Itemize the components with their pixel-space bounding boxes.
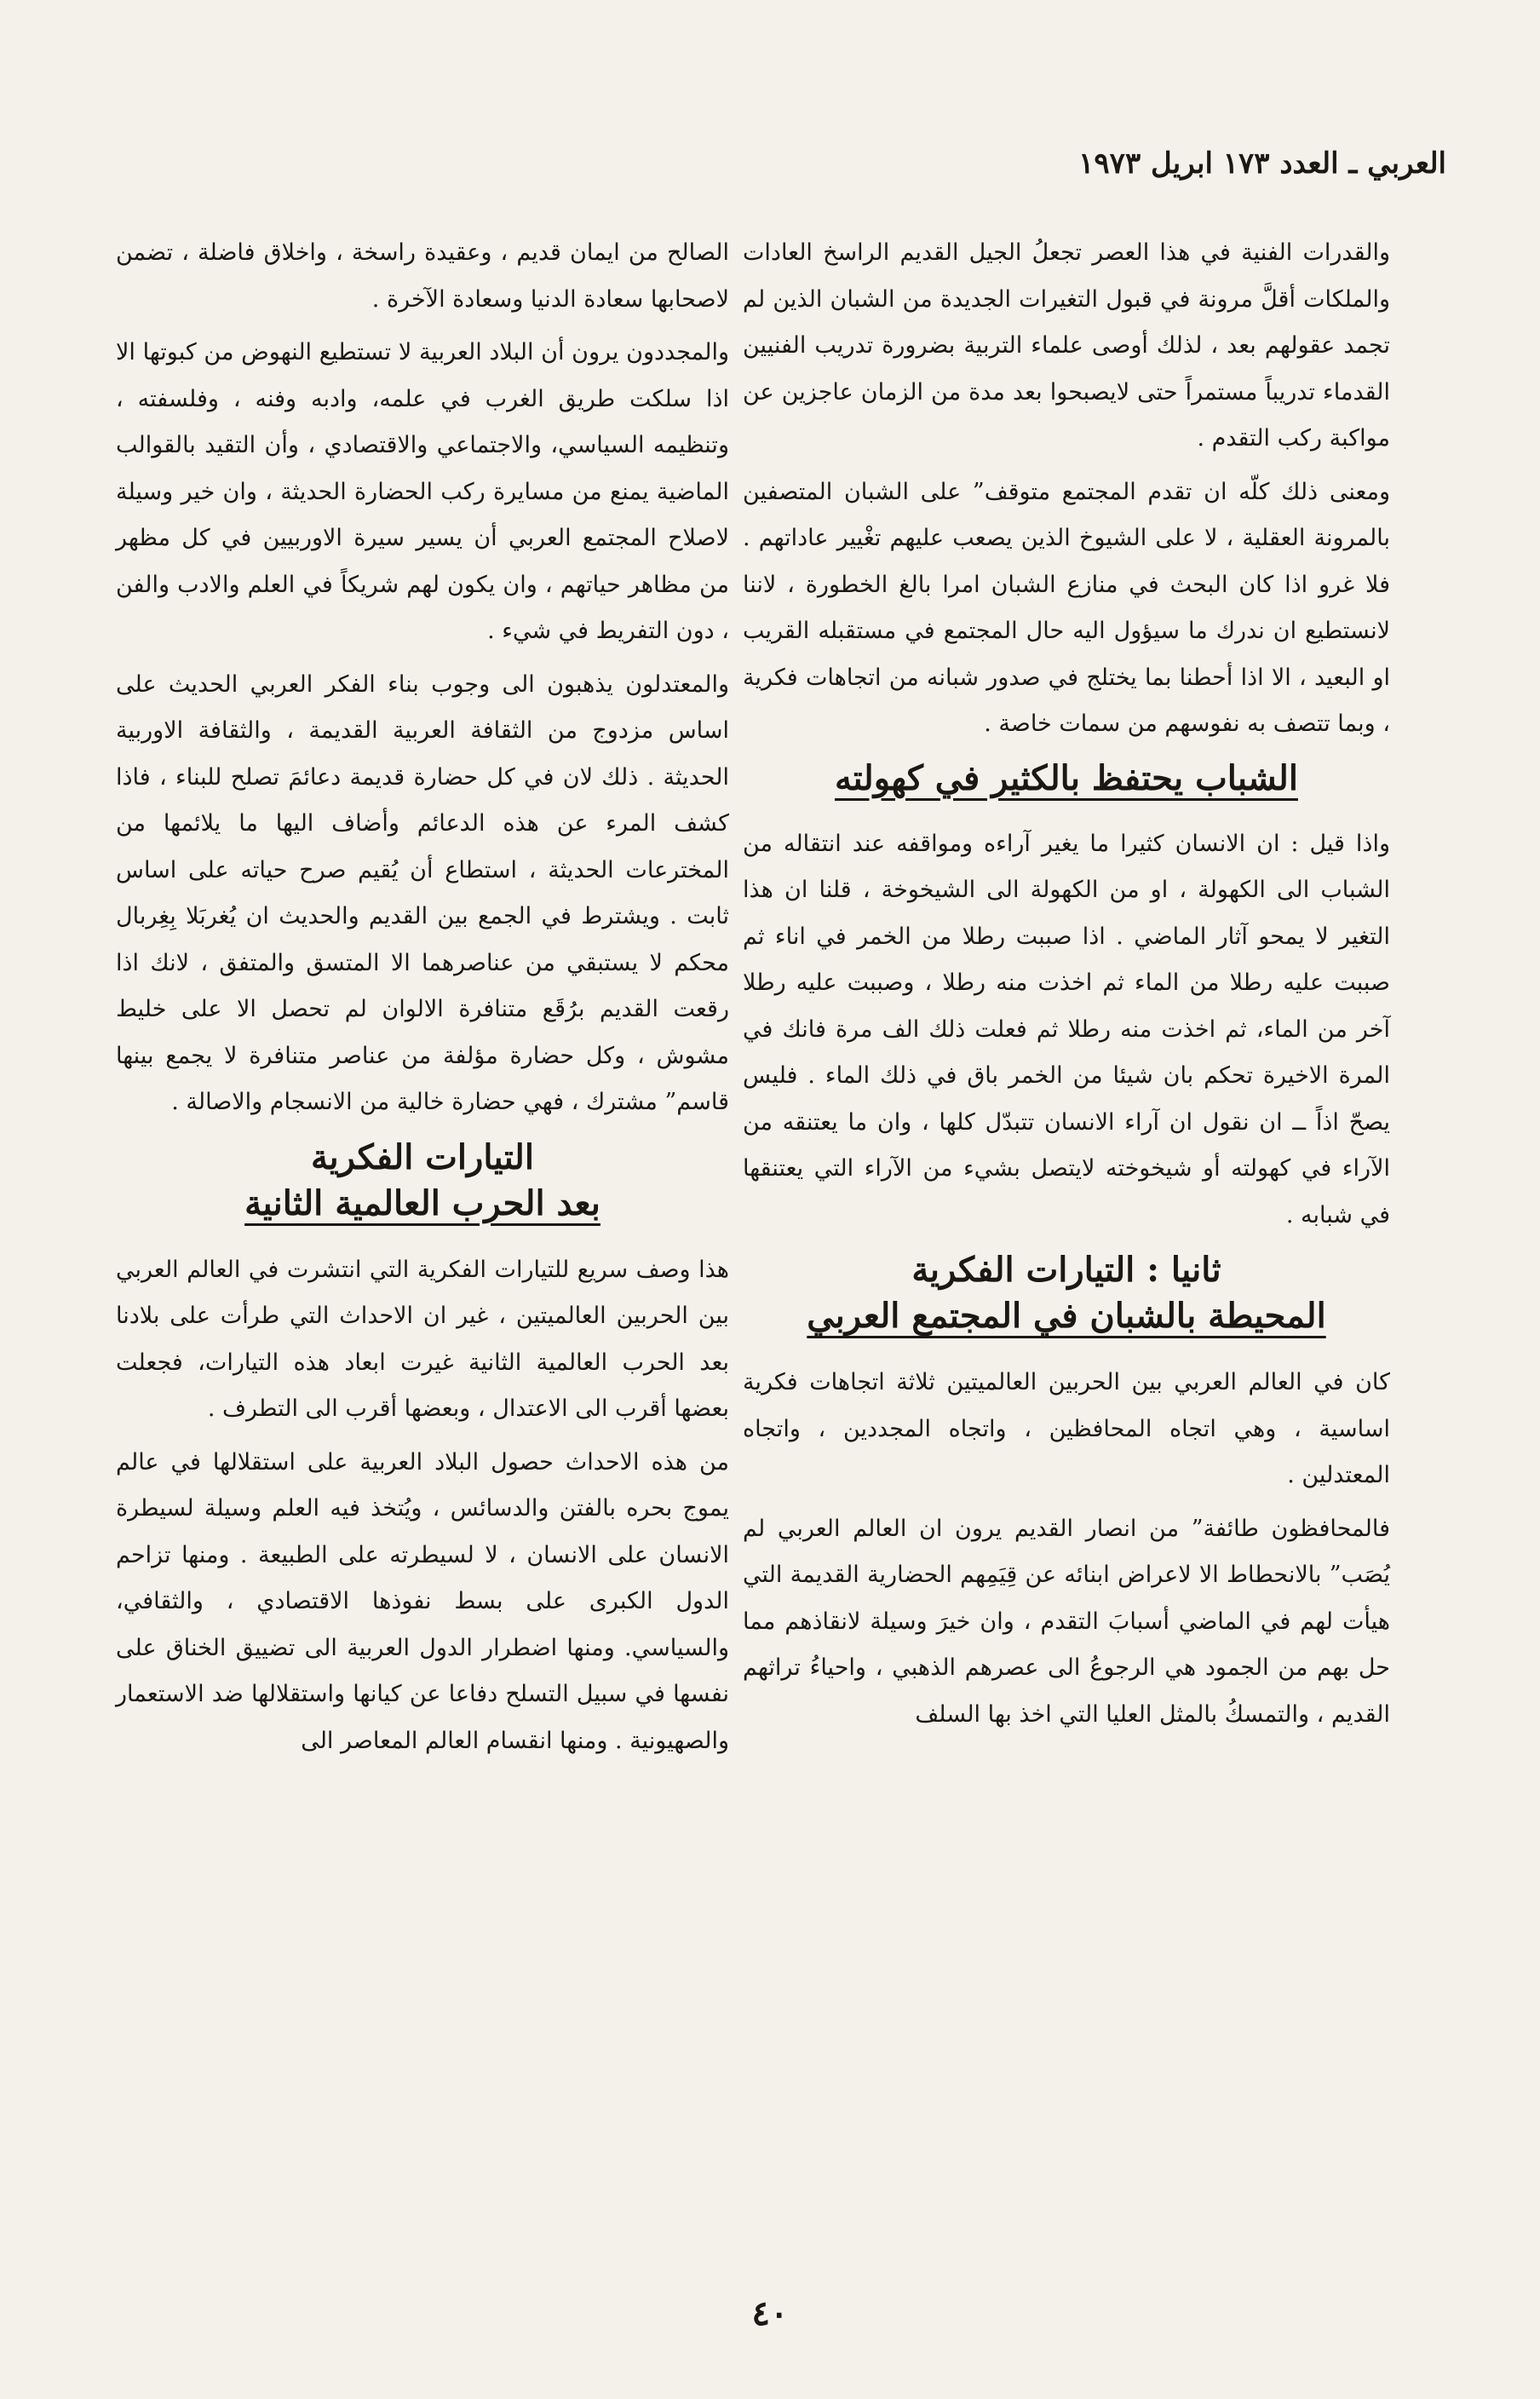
paragraph: والقدرات الفنية في هذا العصر تجعلُ الجيل القديم الراسخ العادات والملكات أقلَّ مرونة في قبول التغيرات الجديدة من الشبان الذين لم تجمد عقولهم بعد ، لذلك أوصى علماء التربية بضرورة تدريب الفنيين القدماء تدريباً مستمراً حتى لايصبحوا بعد مدة من الزمان عاجزين عن مواكبة ركب التقدم . — [743, 239, 1390, 452]
paragraph: ومعنى ذلك كلّه ان تقدم المجتمع متوقف” على الشبان المتصفين بالمرونة العقلية ، لا على الشيوخ الذين يصعب عليهم تغْيير عاداتهم . فلا غرو اذا كان البحث في منازع الشبان امرا بالغ الخطورة ، لاننا لانستطيع ان ندرك ما سيؤول اليه حال المجتمع في مستقبله القريب او البعيد ، الا اذا أحطنا بما يختلج في صدور شبانه من اتجاهات فكرية ، وبما تتصف به نفوسهم من سمات خاصة . — [743, 478, 1390, 737]
left-column — [116, 230, 729, 1771]
paragraph: كان في العالم العربي بين الحربين العالميتين ثلاثة اتجاهات فكرية اساسية ، وهي اتجاه المحافظين ، واتجاه المجددين ، واتجاه المعتدلين . — [743, 1369, 1390, 1488]
paragraph: فالمحافظون طائفة” من انصار القديم يرون ان العالم العربي لم يُصَب” بالانحطاط الا لاعراض ابنائه عن قِيَمِهم الحضارية القديمة التي هيأت لهم في الماضي أسبابَ التقدم ، وان خيرَ وسيلة لانقاذهم مما حل بهم من الجمود هي الرجوعُ الى عصرهم الذهبي ، واحياءُ تراثهم القديم ، والتمسكُ بالمثل العليا التي اخذ بها السلف — [743, 1515, 1390, 1728]
paragraph: الصالح من ايمان قديم ، وعقيدة راسخة ، واخلاق فاضلة ، تضمن لاصحابها سعادة الدنيا وسعادة الآخرة . — [116, 239, 729, 313]
paragraph: والمعتدلون يذهبون الى وجوب بناء الفكر العربي الحديث على اساس مزدوج من الثقافة العربية القديمة ، والثقافة الاوربية الحديثة . ذلك لان في كل حضارة قديمة دعائمَ تصلح للبناء ، فاذا كشف المرء عن هذه الدعائم وأضاف اليها ما يلائمها من المخترعات الحديثة ، استطاع أن يُقيم صرح حياته على اساس ثابت . ويشترط في الجمع بين القديم والحديث ان يُغربَلا بِغِربال محكم لا يستبقي من عناصرهما الا المتسق والمتفق ، لانك اذا رقعت القديم برُقَع متنافرة الالوان لم تحصل الا على خليط مشوش ، وكل حضارة مؤلفة من عناصر متنافرة لا يجمع بينها قاسم” مشترك ، فهي حضارة خالية من الانسجام والاصالة . — [116, 670, 729, 1115]
section-heading-line-1: ثانيا : التيارات الفكرية — [911, 1250, 1221, 1290]
paragraph: هذا وصف سريع للتيارات الفكرية التي انتشرت في العالم العربي بين الحربين العالميتين ، غير ان الاحداث التي طرأت على بلادنا بعد الحرب العالمية الثانية غيرت ابعاد هذه التيارات، فجعلت بعضها أقرب الى الاعتدال ، وبعضها أقرب الى التطرف . — [116, 1256, 729, 1422]
section-heading-line-1: التيارات الفكرية — [311, 1136, 534, 1177]
section-heading: الشباب يحتفظ بالكثير في كهولته — [835, 757, 1298, 798]
section-heading — [743, 1247, 1390, 1339]
section-heading — [116, 1135, 729, 1227]
page-number: ٤٠ — [751, 2293, 789, 2333]
paragraph: واذا قيل : ان الانسان كثيرا ما يغير آراءه ومواقفه عند انتقاله من الشباب الى الكهولة ، او من الكهولة الى الشيخوخة ، قلنا ان هذا التغير لا يمحو آثار الماضي . اذا صببت رطلا من الخمر في اناء ثم صببت عليه رطلا من الماء ثم اخذت منه رطلا ، وصببت عليه رطلا آخر من الماء، ثم اخذت منه رطلا ثم فعلت ذلك الف مرة فانك في المرة الاخيرة تحكم بان شيئا من الخمر باق في ذلك الماء . فليس يصحّ اذاً ــ ان نقول ان آراء الانسان تتبدّل كلها ، وان ما يعتنقه من الآراء في كهولته أو شيخوخته لايتصل بشيء من الآراء التي يعتنقها في شبابه . — [743, 830, 1390, 1228]
right-column — [743, 230, 1390, 1745]
paragraph: من هذه الاحداث حصول البلاد العربية على استقلالها في عالم يموج بحره بالفتن والدسائس ، ويُتخذ فيه العلم وسيلة لسيطرة الانسان على الانسان ، لا لسيطرته على الطبيعة . ومنها تزاحم الدول الكبرى على بسط نفوذها الاقتصادي ، والثقافي، والسياسي. ومنها اضطرار الدول العربية الى تضييق الخناق على نفسها في سبيل التسلح دفاعا عن كيانها واستقلالها ضد الاستعمار والصهيونية . ومنها انقسام العالم المعاصر الى — [116, 1448, 729, 1754]
section-heading-line-2: بعد الحرب العالمية الثانية — [244, 1182, 600, 1223]
section-heading-line-2: المحيطة بالشبان في المجتمع العربي — [807, 1296, 1326, 1336]
running-head: العربي ـ العدد ١٧٣ ابريل ١٩٧٣ — [1078, 147, 1446, 181]
paragraph: والمجددون يرون أن البلاد العربية لا تستطيع النهوض من كبوتها الا اذا سلكت طريق الغرب في علمه، وادبه وفنه ، وفلسفته ، وتنظيمه السياسي، والاجتماعي والاقتصادي ، وأن التقيد بالقوالب الماضية يمنع من مسايرة ركب الحضارة الحديثة ، وان خير وسيلة لاصلاح المجتمع العربي أن يسير سيرة الاوربيين في كل مظهر من مظاهر حياتهم ، وان يكون لهم شريكاً في العلم والادب والفن ، دون التفريط في شيء . — [116, 339, 729, 644]
